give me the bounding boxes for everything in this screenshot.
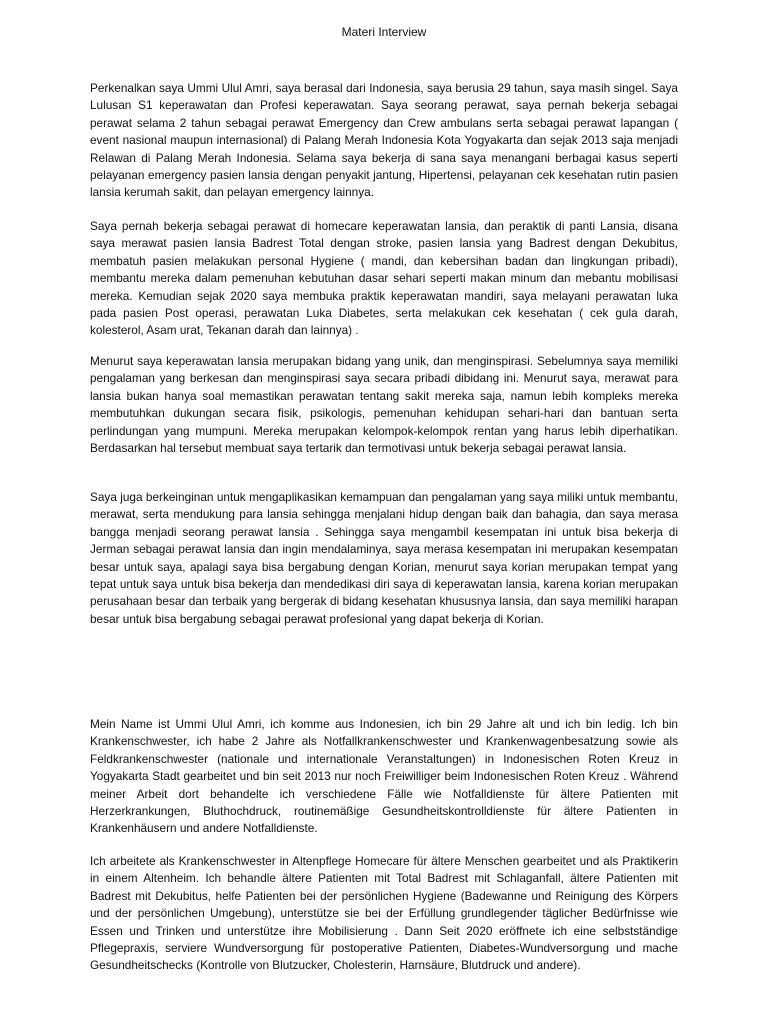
paragraph-introduction-de: Mein Name ist Ummi Ulul Amri, ich komme aus Indonesien, ich bin 29 Jahre alt und ich bin ledig. Ich bin Krankenschwester, ich habe 2 Jahre als Notfallkrankenschwester und Krankenwagenbesatzung sowie als Feldkrankenschwester (nationale und internationale Veranstaltungen) in Indonesischen Roten Kreuz in Yogyakarta Stadt gearbeitet und bin seit 2013 nur noch Freiwilliger beim Indonesischen Roten Kreuz . Während meiner Arbeit dort behandelte ich verschiedene Fälle wie Notfalldienste für ältere Patienten mit Herzerkrankungen, Bluthochdruck, routinemäßige Gesundheitskontrolldienste für ältere Patienten in Krankenhäusern und andere Notfalldienste. [90, 717, 678, 836]
paragraph-introduction-id: Perkenalkan saya Ummi Ulul Amri, saya berasal dari Indonesia, saya berusia 29 tahun, saya masih singel. Saya Lulusan S1 keperawatan dan Profesi keperawatan. Saya seorang perawat, saya pernah bekerja sebagai perawat selama 2 tahun sebagai perawat Emergency dan Crew ambulans serta sebagai perawat lapangan ( event nasional maupun internasional) di Palang Merah Indonesia Kota Yogyakarta dan sejak 2013 saja menjadi Relawan di Palang Merah Indonesia. Selama saya bekerja di sana saya menangani berbagai kasus seperti pelayanan emergency pasien lansia dengan penyakit jantung, Hipertensi, pelayanan cek kesehatan rutin pasien lansia kerumah sakit, dan pelayan emergency lainnya. [90, 81, 678, 200]
paragraph-motivation-id: Menurut saya keperawatan lansia merupakan bidang yang unik, dan menginspirasi. Sebelumnya saya memiliki pengalaman yang berkesan dan menginspirasi saya secara pribadi dibidang ini. Menurut saya, merawat para lansia bukan hanya soal memastikan perawatan tentang sakit mereka saja, namun lebih kompleks mereka membutuhkan dukungan secara fisik, psikologis, pemenuhan kehidupan sehari-hari dan bantuan serta perlindungan yang mumpuni. Mereka merupakan kelompok-kelompok rentan yang harus lebih diperhatikan. Berdasarkan hal tersebut membuat saya tertarik dan termotivasi untuk bekerja sebagai perawat lansia. [90, 354, 678, 456]
paragraph-goals-id: Saya juga berkeinginan untuk mengaplikasikan kemampuan dan pengalaman yang saya miliki untuk membantu, merawat, serta mendukung para lansia sehingga menjalani hidup dengan baik dan bahagia, dan saya merasa bangga menjadi seorang perawat lansia . Sehingga saya mengambil kesempatan ini untuk bisa bekerja di Jerman sebagai perawat lansia dan ingin mendalaminya, saya merasa kesempatan ini merupakan kesempatan besar untuk saya, apalagi saya bisa bergabung dengan Korian, menurut saya korian merupakan tempat yang tepat untuk saya untuk bisa bekerja dan mendedikasi diri saya di keperawatan lansia, karena korian merupakan perusahaan besar dan terbaik yang bergerak di bidang kesehatan khususnya lansia, dan saya memiliki harapan besar untuk bisa bergabung sebagai perawat profesional yang dapat bekerja di Korian. [90, 490, 678, 626]
paragraph-experience-de: Ich arbeitete als Krankenschwester in Altenpflege Homecare für ältere Menschen gearbeitet und als Praktikerin in einem Altenheim. Ich behandle ältere Patienten mit Total Badrest mit Schlaganfall, ältere Patienten mit Badrest mit Dekubitus, helfe Patienten bei der persönlichen Hygiene (Badewanne und Reinigung des Körpers und der persönlichen Umgebung), unterstütze sie bei der Erfüllung grundlegender täglicher Bedürfnisse wie Essen und Trinken und unterstütze ihre Mobilisierung . Dann Seit 2020 eröffnete ich eine selbstständige Pflegepraxis, serviere Wundversorgung für postoperative Patienten, Diabetes-Wundversorgung und mache Gesundheitschecks (Kontrolle von Blutzucker, Cholesterin, Harnsäure, Blutdruck und andere). [90, 854, 678, 973]
paragraph-experience-id: Saya pernah bekerja sebagai perawat di homecare keperawatan lansia, dan peraktik di panti Lansia, disana saya merawat pasien lansia Badrest Total dengan stroke, pasien lansia yang Badrest dengan Dekubitus, membatuh pasien melakukan personal Hygiene ( mandi, dan kebersihan badan dan lingkungan pribadi), membantu mereka dalam pemenuhan kebutuhan dasar sehari seperti makan minum dan mebantu mobilisasi mereka. Kemudian sejak 2020 saya membuka praktik keperawatan mandiri, saya melayani perawatan luka pada pasien Post operasi, perawatan Luka Diabetes, serta melakukan cek kesehatan ( cek gula darah, kolesterol, Asam urat, Tekanan darah dan lainnya) . [90, 219, 678, 338]
document-title: Materi Interview [341, 25, 427, 39]
